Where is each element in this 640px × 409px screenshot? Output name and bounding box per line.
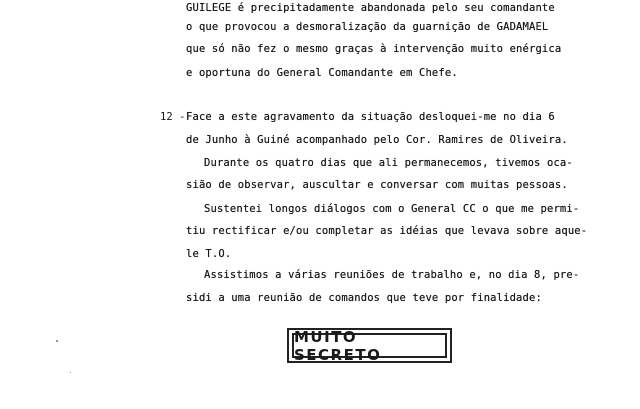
text-line: que só não fez o mesmo graças à intervenção muito enérgica (186, 43, 562, 55)
text-line: le T.O. (186, 248, 232, 260)
scan-speck (70, 372, 71, 373)
text-line: Sustentei longos diálogos com o General CC o que me permi- (204, 203, 580, 215)
classification-stamp (287, 328, 452, 363)
text-line: e oportuna do General Comandante em Chefe. (186, 67, 458, 79)
paragraph-number: 12 - (160, 111, 186, 123)
text-line: tiu rectificar e/ou completar as idéias que levava sobre aque- (186, 225, 588, 237)
stamp-text: MUITO SECRETO (292, 333, 447, 358)
text-line: sidi a uma reunião de comandos que teve por finalidade: (186, 292, 542, 304)
text-line: Assistimos a várias reuniões de trabalho e, no dia 8, pre- (204, 269, 580, 281)
text-line: de Junho à Guiné acompanhado pelo Cor. Ramires de Oliveira. (186, 134, 568, 146)
text-line: GUILEGE é precipitadamente abandonada pelo seu comandante (186, 2, 555, 14)
text-line: Durante os quatro dias que ali permanecemos, tivemos oca- (204, 157, 573, 169)
text-line: sião de observar, auscultar e conversar com muitas pessoas. (186, 179, 568, 191)
scan-speck (56, 340, 58, 342)
text-line: Face a este agravamento da situação desloquei-me no dia 6 (186, 111, 555, 123)
text-line: o que provocou a desmoralização da guarnição de GADAMAEL (186, 21, 549, 33)
